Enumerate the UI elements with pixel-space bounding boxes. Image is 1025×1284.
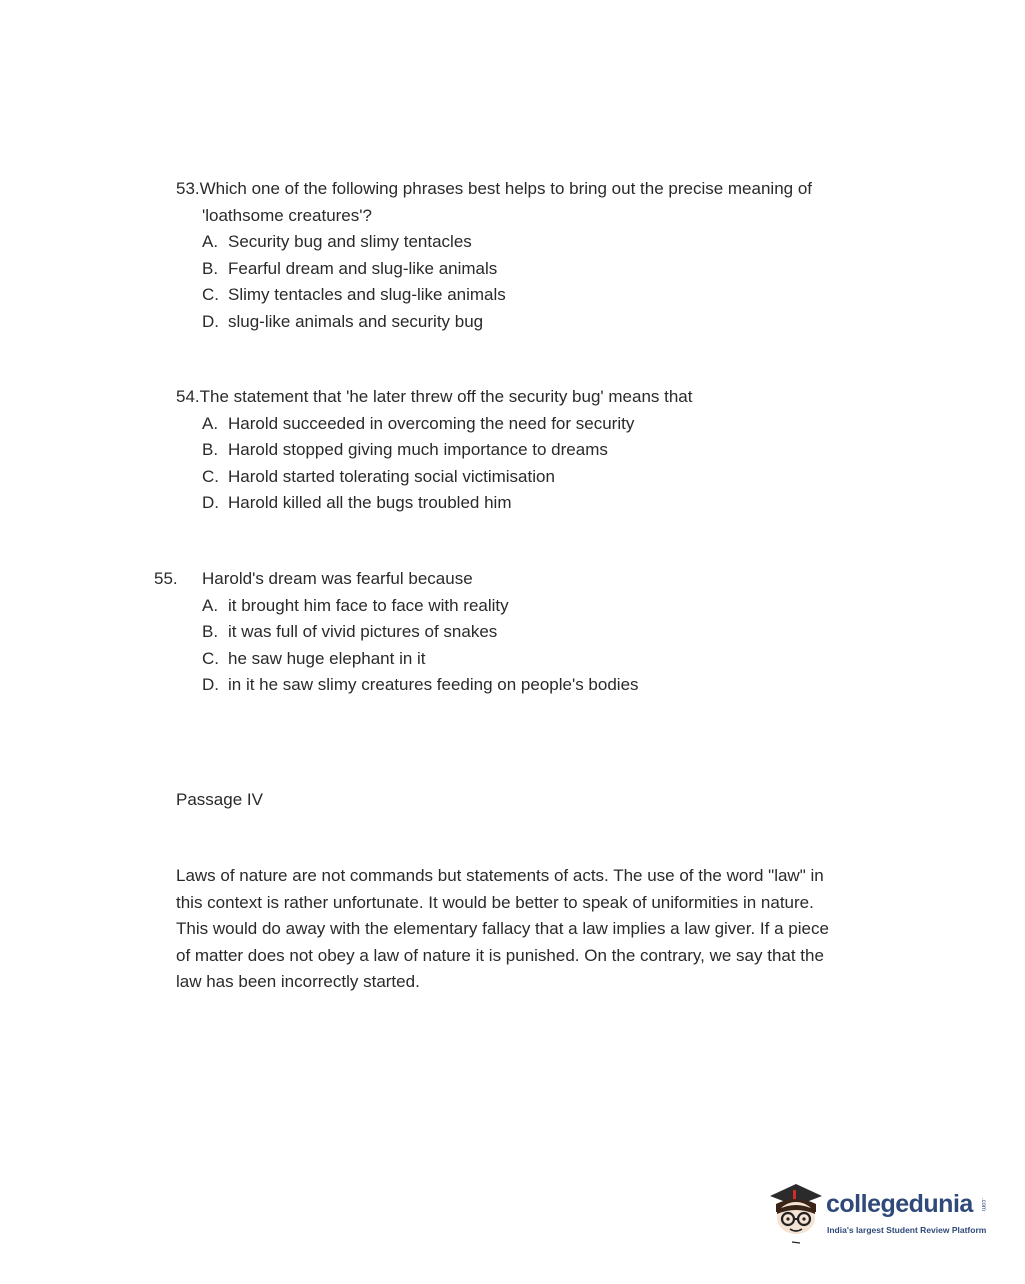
question-54 <box>176 384 876 517</box>
option-a: A. it brought him face to face with reality <box>202 595 509 615</box>
option-b: B. Harold stopped giving much importance to dreams <box>202 440 608 459</box>
option-list <box>154 593 854 699</box>
mascot-icon <box>766 1176 826 1250</box>
question-text: Which one of the following phrases best helps to bring out the precise meaning of 'loathsome creatures'? <box>199 179 813 225</box>
question-text: Harold's dream was fearful because <box>202 569 473 588</box>
question-stem <box>154 566 854 593</box>
passage-title: Passage IV <box>176 790 263 809</box>
option-d: D. slug-like animals and security bug <box>202 311 484 331</box>
option-c: C. Harold started tolerating social victimisation <box>202 466 555 486</box>
logo-tagline: India's largest Student Review Platform <box>827 1225 987 1235</box>
option-a: A. Harold succeeded in overcoming the need for security <box>202 413 635 433</box>
option-a: A. Security bug and slimy tentacles <box>202 232 472 251</box>
collegedunia-logo <box>766 1176 996 1250</box>
question-53 <box>176 176 876 335</box>
question-number: 53. <box>176 179 200 198</box>
option-c: C. he saw huge elephant in it <box>202 648 426 668</box>
question-number: 54. <box>176 387 200 406</box>
question-text: The statement that 'he later threw off the security bug' means that <box>199 387 693 406</box>
question-55 <box>154 566 854 699</box>
question-stem <box>176 176 876 229</box>
option-d: D. in it he saw slimy creatures feeding on people's bodies <box>202 675 639 694</box>
option-c: C. Slimy tentacles and slug-like animals <box>202 285 506 304</box>
option-list <box>176 411 876 517</box>
option-b: B. Fearful dream and slug-like animals <box>202 258 498 278</box>
option-d: D. Harold killed all the bugs troubled him <box>202 493 512 512</box>
question-number: 55. <box>154 569 178 588</box>
logo-suffix: .com <box>980 1198 986 1212</box>
passage-text: Laws of nature are not commands but statements of acts. The use of the word "law" in this context is rather unfortunate. It would be better to speak of uniformities in nature. This would do away with the elementary fallacy that a law implies a law giver. If a piece of matter does not obey a law of nature it is punished. On the contrary, we say that the law has been incorrectly started. <box>176 866 829 991</box>
question-stem <box>176 384 876 411</box>
option-list <box>176 229 876 335</box>
option-b: B. it was full of vivid pictures of snakes <box>202 622 498 641</box>
logo-wordmark: collegedunia <box>826 1190 973 1218</box>
